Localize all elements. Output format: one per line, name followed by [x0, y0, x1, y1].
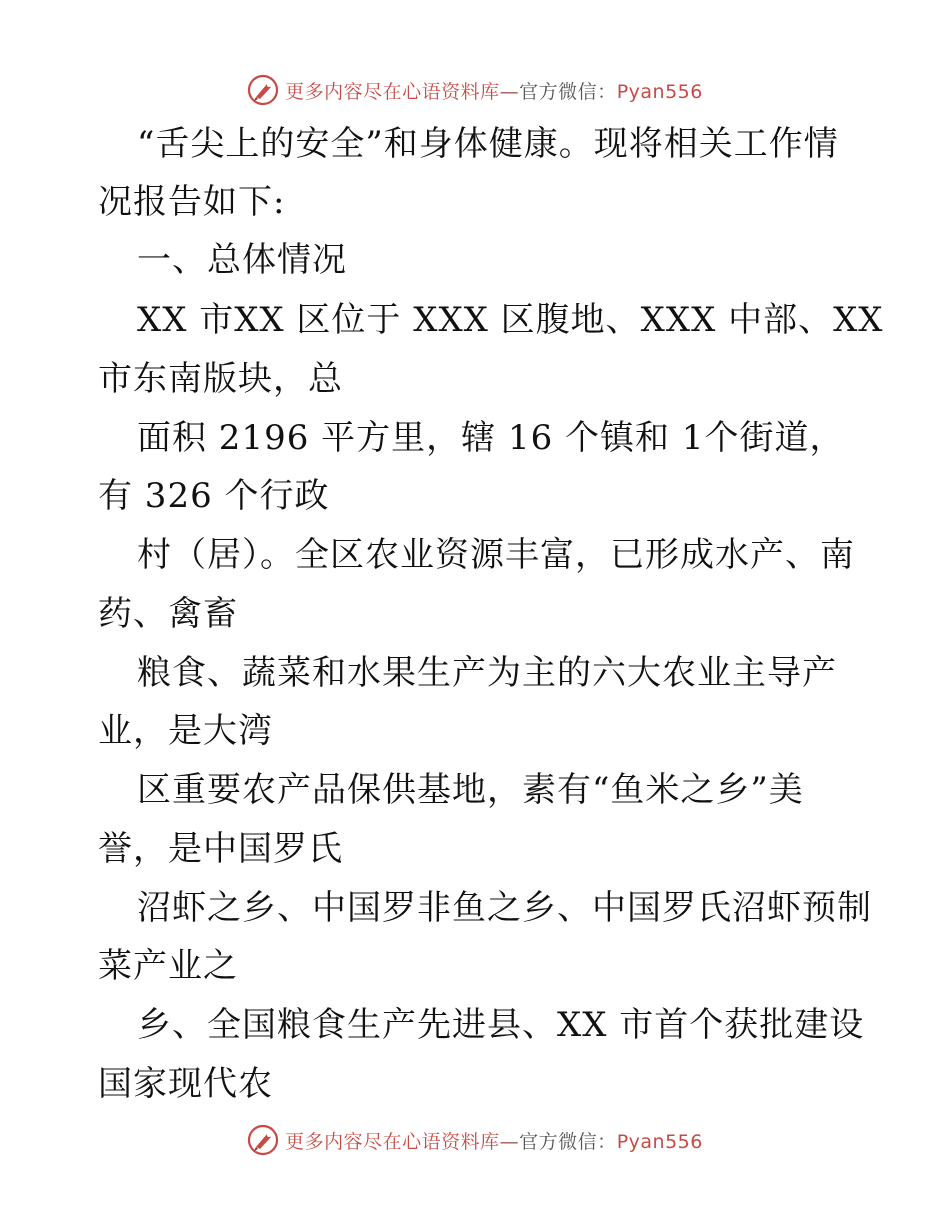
body-line: 药、禽畜 — [98, 594, 238, 634]
body-line: 村（居）。全区农业资源丰富，已形成水产、南 — [137, 535, 855, 575]
body-line: 乡、全国粮食生产先进县、XX 市首个获批建设 — [137, 1005, 865, 1045]
body-line: “舌尖上的安全”和身体健康。现将相关工作情 — [137, 124, 839, 164]
watermark-footer — [0, 1120, 950, 1160]
body-line: 面积 2196 平方里，辖 16 个镇和 1个街道， — [137, 418, 845, 458]
body-line: 市东南版块，总 — [98, 359, 343, 399]
watermark-site: 更多内容尽在心语资料库 — [285, 80, 500, 103]
body-line: 业，是大湾 — [98, 711, 273, 751]
body-line: 区重要农产品保供基地，素有“鱼米之乡”美 — [137, 770, 804, 810]
watermark-text — [285, 77, 703, 104]
body-line: 况报告如下: — [98, 182, 286, 222]
section-heading: 一、总体情况 — [137, 240, 347, 280]
pen-logo-icon — [247, 74, 279, 106]
watermark-text — [285, 1127, 703, 1154]
watermark-wechat-id: Pyan556 — [616, 80, 703, 103]
watermark-official-label: 官方微信： — [519, 1130, 617, 1153]
watermark-separator: — — [499, 80, 520, 103]
pen-logo-icon — [247, 1124, 279, 1156]
watermark-site: 更多内容尽在心语资料库 — [285, 1130, 500, 1153]
body-line: 粮食、蔬菜和水果生产为主的六大农业主导产 — [137, 653, 837, 693]
body-line: 沼虾之乡、中国罗非鱼之乡、中国罗氏沼虾预制 — [137, 888, 872, 928]
watermark-official-label: 官方微信： — [519, 80, 617, 103]
watermark-header — [0, 70, 950, 110]
watermark-separator: — — [499, 1130, 520, 1153]
body-line: 菜产业之 — [98, 946, 238, 986]
watermark-wechat-id: Pyan556 — [616, 1130, 703, 1153]
body-line: 誉，是中国罗氏 — [98, 829, 343, 869]
body-line: 有 326 个行政 — [98, 476, 330, 516]
body-line: XX 市XX 区位于 XXX 区腹地、XXX 中部、XX — [137, 300, 884, 340]
body-line: 国家现代农 — [98, 1064, 273, 1104]
